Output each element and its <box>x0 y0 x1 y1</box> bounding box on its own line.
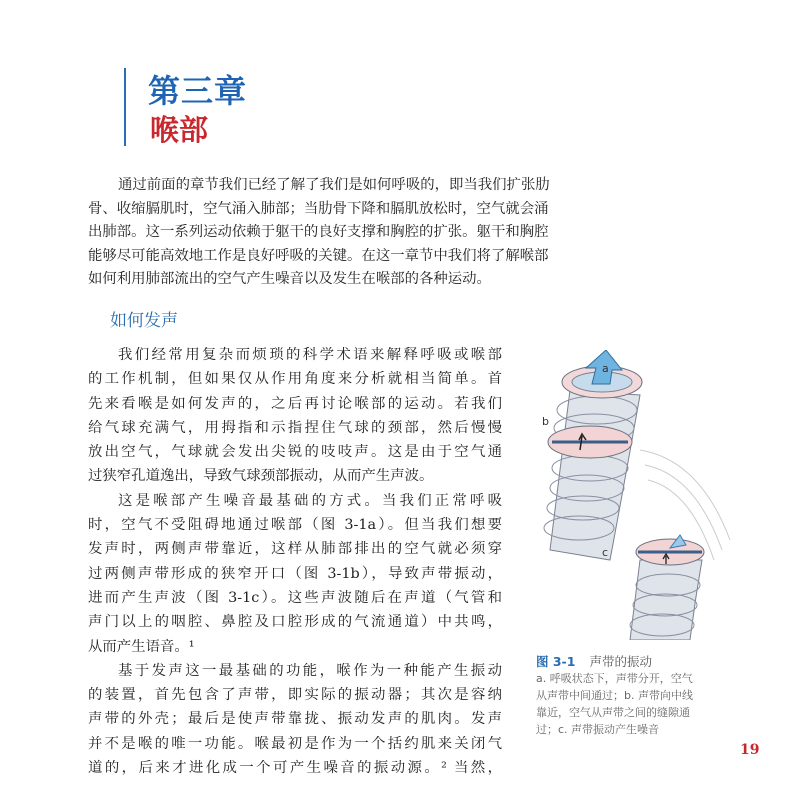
text-line: 给气球充满气，用拇指和示指捏住气球的颈部，然后慢慢 <box>88 419 502 436</box>
text-line: 我们经常用复杂而烦琐的科学术语来解释呼吸或喉部 <box>118 347 502 363</box>
figure-label-c: c <box>602 546 609 559</box>
body-text <box>88 343 502 780</box>
figure-label-b: b <box>542 415 549 428</box>
text-line: 通过前面的章节我们已经了解了我们是如何呼吸的，即当我们扩张肋 <box>118 177 550 193</box>
text-line: 声带的外壳；最后是使声带靠拢、振动发声的肌肉。发声 <box>88 711 502 728</box>
text-line: 能够尽可能高效地工作是良好呼吸的关键。在这一章节中我们将了解喉部 <box>88 247 549 264</box>
text-line: 过两侧声带形成的狭窄开口（图 3-1b），导致声带振动， <box>88 565 502 582</box>
text-line: 基于发声这一最基础的功能，喉作为一种能产生振动 <box>118 662 502 679</box>
figure-caption <box>536 652 736 738</box>
section-heading: 如何发声 <box>110 311 178 331</box>
caption-line: 靠近，空气从声带之间的缝隙通 <box>536 706 690 719</box>
text-line: 声门以上的咽腔、鼻腔及口腔形成的气流通道）中共鸣， <box>88 614 502 631</box>
text-line: 出肺部。这一系列运动依赖于躯干的良好支撑和胸腔的扩张。躯干和胸腔 <box>88 224 549 240</box>
larynx-tube-ab <box>544 366 642 560</box>
text-line: 道的，后来才进化成一个可产生噪音的振动源。² 当然， <box>88 760 502 777</box>
page-number: 19 <box>740 742 760 758</box>
larynx-tube-c <box>630 535 704 640</box>
text-line: 的装置，首先包含了声带，即实际的振动器；其次是容纳 <box>88 687 502 704</box>
text-line: 进而产生声波（图 3-1c）。这些声波随后在声道（气管和 <box>88 589 502 606</box>
caption-number: 图 3-1 <box>536 654 576 669</box>
vocal-fold-illustration <box>530 350 770 640</box>
text-line: 这是喉部产生噪音最基础的方式。当我们正常呼吸 <box>118 492 502 509</box>
text-line: 放出空气，气球就会发出尖锐的吱吱声。这是由于空气通 <box>88 444 502 461</box>
intro-paragraph <box>88 174 550 292</box>
chapter-number-title: 第三章 <box>148 72 248 110</box>
text-line: 并不是喉的唯一功能。喉最初是作为一个括约肌来关闭气 <box>88 735 502 752</box>
caption-line: 从声带中间通过；b. 声带向中线 <box>536 689 693 702</box>
text-line: 发声时，两侧声带靠近，这样从肺部排出的空气就必须穿 <box>88 541 502 558</box>
figure-label-a: a <box>602 362 609 375</box>
text-line: 如何利用肺部流出的空气产生噪音以及发生在喉部的各种运动。 <box>88 271 491 287</box>
caption-line: a. 呼吸状态下，声带分开，空气 <box>536 672 693 685</box>
caption-line: 过；c. 声带振动产生噪音 <box>536 723 660 736</box>
text-line: 时，空气不受阻碍地通过喉部（图 3-1a）。但当我们想要 <box>88 517 502 534</box>
text-line: 从而产生语音。¹ <box>88 638 195 655</box>
text-line: 骨、收缩膈肌时，空气涌入肺部；当肋骨下降和膈肌放松时，空气就会涌 <box>88 200 549 217</box>
chapter-title: 喉部 <box>150 113 209 147</box>
text-line: 过狭窄孔道逸出，导致气球颈部振动，从而产生声波。 <box>88 468 434 485</box>
title-rule <box>124 68 126 146</box>
caption-title: 声带的振动 <box>589 654 652 669</box>
text-line: 先来看喉是如何发声的，之后再讨论喉部的运动。若我们 <box>88 395 502 412</box>
text-line: 的工作机制，但如果仅从作用角度来分析就相当简单。首 <box>88 371 502 388</box>
